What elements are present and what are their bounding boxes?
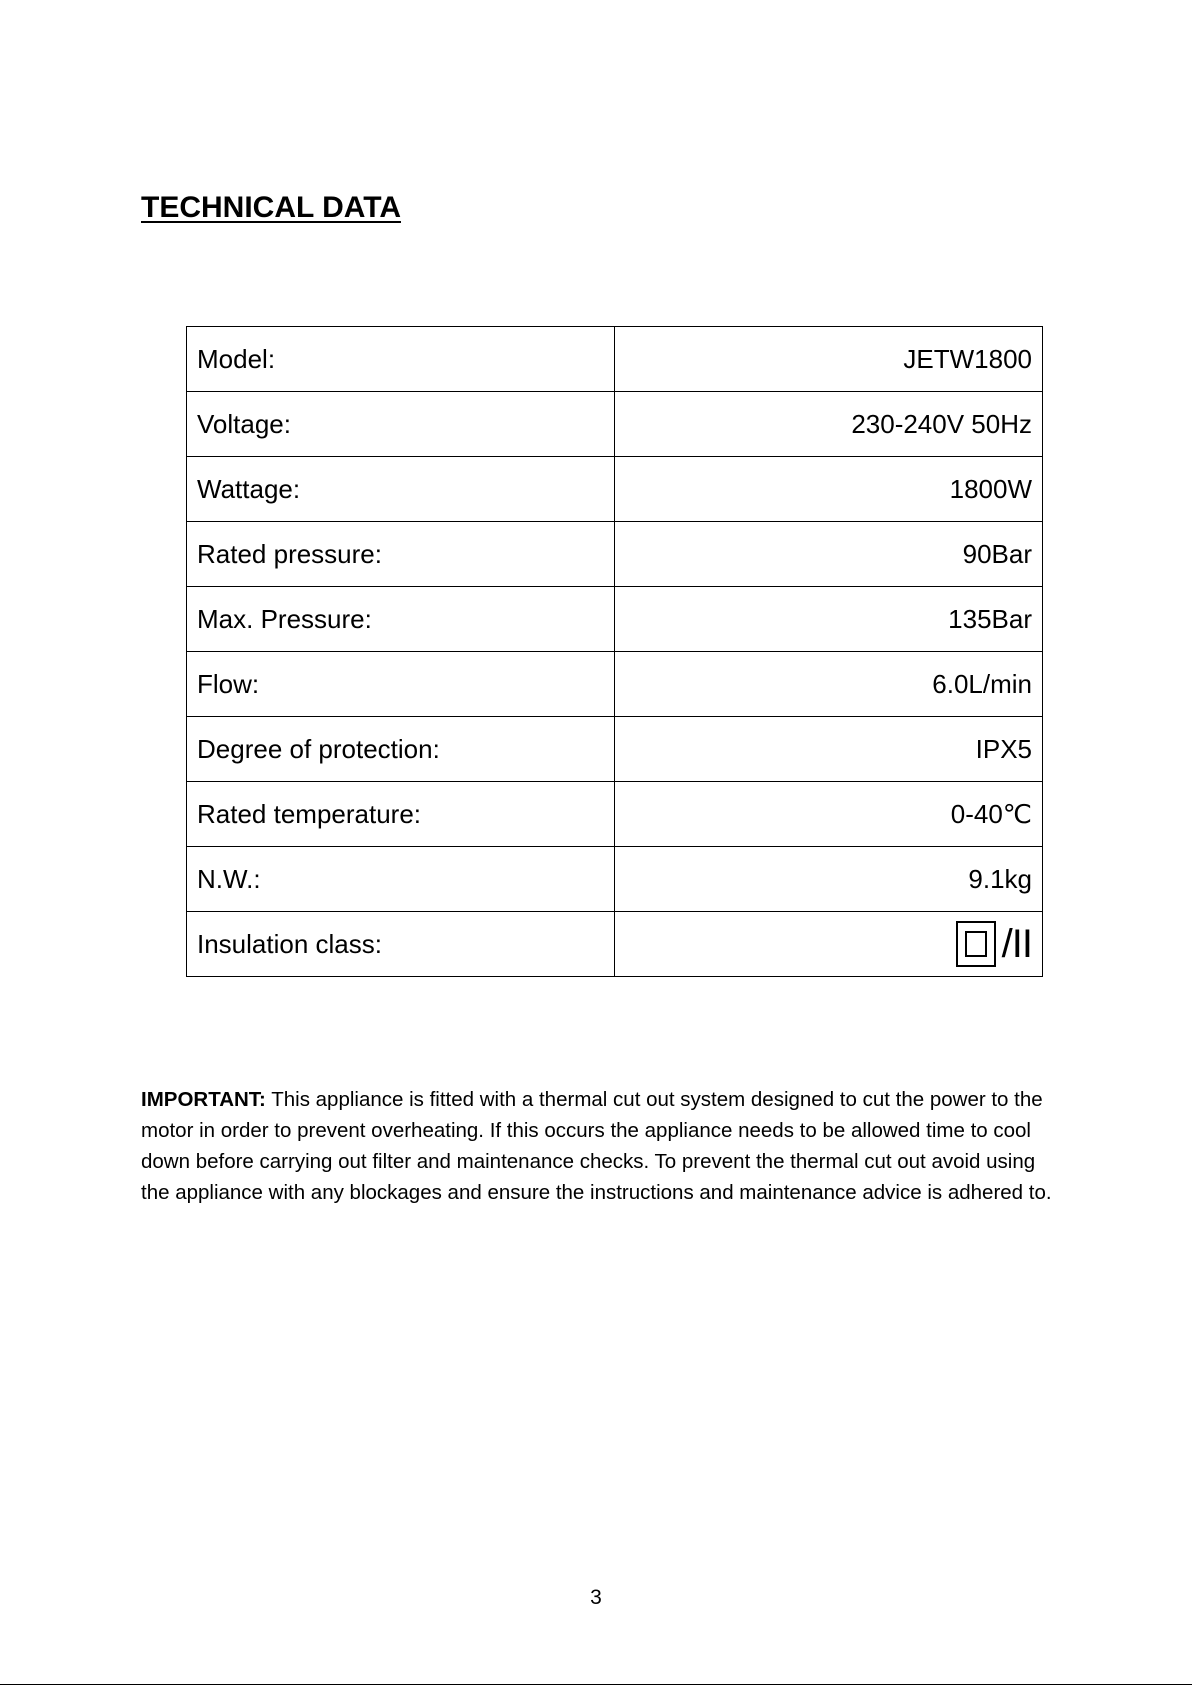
double-insulation-icon [956, 921, 996, 967]
spec-value: 6.0L/min [615, 652, 1043, 717]
spec-value: 90Bar [615, 522, 1043, 587]
spec-row-degree-of-protection [187, 717, 1043, 782]
notice-text: This appliance is fitted with a thermal cut out system designed to cut the power to the motor in order to prevent overheating. If this occurs the appliance needs to be allowed time to cool down before carrying out filter and maintenance checks. To prevent the thermal cut out avoid using the appliance with any blockages and ensure the instructions and maintenance advice is adhered to. [141, 1088, 1052, 1204]
page-number: 3 [590, 1586, 602, 1609]
spec-value: 230-240V 50Hz [615, 392, 1043, 457]
notice-lead: IMPORTANT: [141, 1088, 266, 1111]
insulation-class-symbol [956, 921, 1032, 967]
spec-row-flow [187, 652, 1043, 717]
spec-label: Max. Pressure: [187, 587, 615, 652]
spec-row-insulation-class [187, 912, 1043, 977]
spec-label: Model: [187, 327, 615, 392]
spec-label: N.W.: [187, 847, 615, 912]
spec-label: Voltage: [187, 392, 615, 457]
spec-row-voltage [187, 392, 1043, 457]
technical-data-table [186, 326, 1043, 977]
spec-row-max-pressure [187, 587, 1043, 652]
spec-value [615, 912, 1043, 977]
insulation-class-value: /II [1001, 922, 1032, 966]
spec-label: Degree of protection: [187, 717, 615, 782]
spec-value: 135Bar [615, 587, 1043, 652]
spec-label: Rated pressure: [187, 522, 615, 587]
spec-value: 9.1kg [615, 847, 1043, 912]
spec-row-model [187, 327, 1043, 392]
spec-label: Insulation class: [187, 912, 615, 977]
spec-row-rated-temperature [187, 782, 1043, 847]
spec-value: JETW1800 [615, 327, 1043, 392]
spec-label: Wattage: [187, 457, 615, 522]
important-notice [141, 1084, 1061, 1208]
spec-value: 0-40℃ [615, 782, 1043, 847]
spec-label: Rated temperature: [187, 782, 615, 847]
spec-label: Flow: [187, 652, 615, 717]
spec-value: 1800W [615, 457, 1043, 522]
page-title: TECHNICAL DATA [141, 191, 401, 224]
spec-value: IPX5 [615, 717, 1043, 782]
spec-row-rated-pressure [187, 522, 1043, 587]
spec-row-wattage [187, 457, 1043, 522]
spec-row-net-weight [187, 847, 1043, 912]
